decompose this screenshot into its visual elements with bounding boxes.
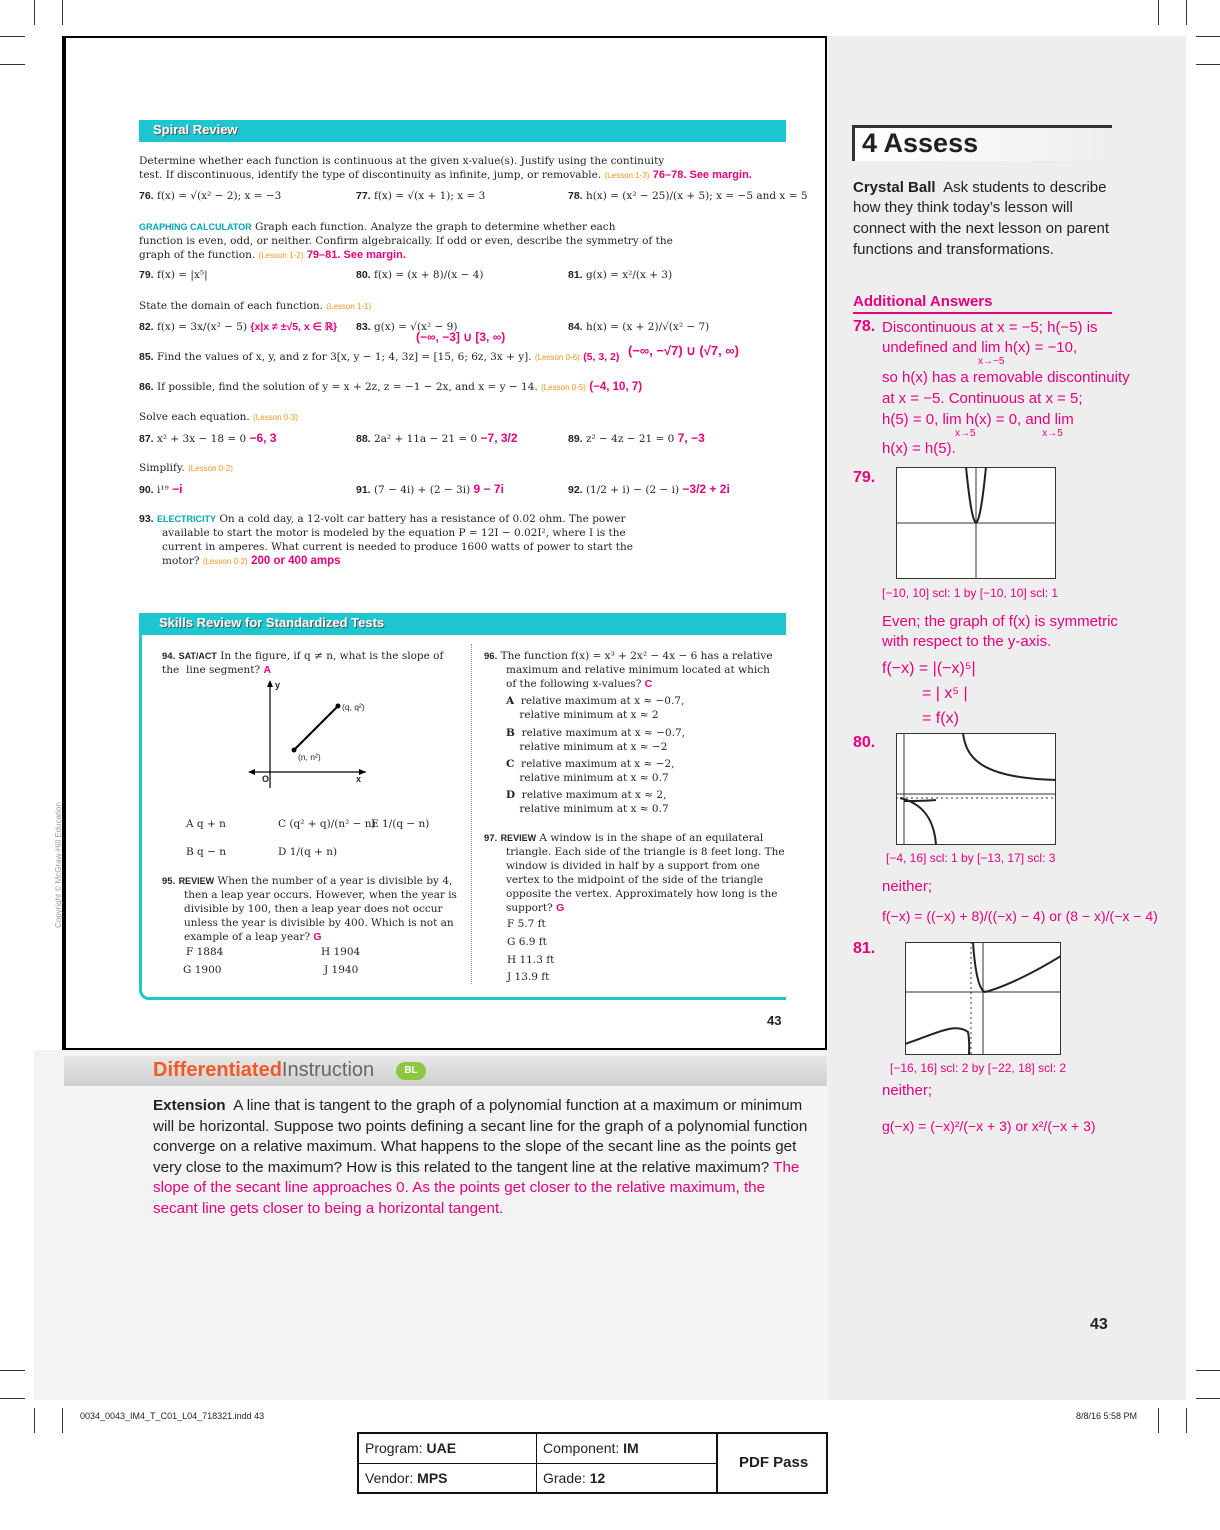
skills-border bbox=[139, 635, 786, 1000]
problem-97: 97. REVIEW A window is in the shape of an equilateral bbox=[484, 832, 764, 844]
problem-84: 84. h(x) = (x + 2)/√(x² − 7) bbox=[568, 321, 710, 333]
choice: A q + n bbox=[186, 818, 226, 830]
problem-95: 95. REVIEW When the number of a year is divisible by 4, bbox=[162, 875, 453, 887]
choice: F 5.7 ft bbox=[507, 918, 546, 930]
spiral-review-banner bbox=[139, 120, 786, 142]
problem-81: 81. g(x) = x²/(x + 3) bbox=[568, 269, 673, 281]
choice: C relative maximum at x ≈ −2, relative minimum at x ≈ 0.7 bbox=[506, 758, 675, 784]
answer-80-line: neither; bbox=[882, 878, 933, 895]
answer-79-number: 79. bbox=[853, 469, 876, 486]
figure-origin: O bbox=[262, 774, 270, 784]
choice: J 1940 bbox=[324, 964, 359, 976]
answer-78-line: h(5) = 0, lim h(x) = 0, and lim bbox=[882, 411, 1074, 428]
graph-79 bbox=[896, 467, 1056, 579]
problem-80: 80. f(x) = (x + 8)/(x − 4) bbox=[356, 269, 484, 281]
answer-79-line: with respect to the y-axis. bbox=[882, 633, 1052, 650]
pdf-pass-table bbox=[357, 1432, 828, 1494]
student-page bbox=[54, 36, 827, 1050]
crop-mark bbox=[0, 64, 25, 65]
right-page-number: 43 bbox=[1090, 1316, 1108, 1333]
gc-line: graph of the function. (Lesson 1-2) 79–81. See margin. bbox=[139, 249, 406, 261]
answer-78-line: so h(x) has a removable discontinuity bbox=[882, 369, 1130, 386]
component-cell: Component: IM bbox=[543, 1440, 639, 1456]
problem-82: 82. f(x) = 3x/(x² − 5) {x|x ≠ ±√5, x ∈ ℝ} bbox=[139, 321, 338, 333]
slug-file: 0034_0043_IM4_T_C01_L04_718321.indd 43 bbox=[80, 1411, 265, 1421]
choice: G 6.9 ft bbox=[507, 936, 547, 948]
solve-heading: Solve each equation. (Lesson 0-3) bbox=[139, 411, 299, 423]
column-divider bbox=[471, 644, 472, 984]
intro-line: test. If discontinuous, identify the type of discontinuity as infinite, jump, or removable. (Lesson 1-3) 76–78. See margin. bbox=[139, 169, 752, 181]
answer-78-sub: x→5 x→5 bbox=[955, 428, 1063, 439]
answer-81-number: 81. bbox=[853, 940, 876, 957]
problem-90: 90. i¹⁹ −i bbox=[139, 482, 183, 496]
problem-93-line: current in amperes. What current is needed to produce 1600 watts of power to start the bbox=[162, 541, 633, 553]
crop-mark bbox=[0, 36, 25, 37]
problem-79: 79. f(x) = |x⁵| bbox=[139, 269, 208, 281]
divider bbox=[853, 312, 1112, 314]
problem-95-line: divisible by 100, then a leap year does not occur bbox=[184, 903, 443, 915]
problem-95-line: unless the year is divisible by 400. Which is not an bbox=[184, 917, 454, 929]
answer-81-line: g(−x) = (−x)²/(−x + 3) or x²/(−x + 3) bbox=[882, 1118, 1096, 1134]
table-rule bbox=[536, 1434, 537, 1492]
grade-cell: Grade: 12 bbox=[543, 1470, 606, 1486]
crop-mark bbox=[34, 1408, 35, 1433]
problem-97-line: support? G bbox=[506, 902, 565, 914]
problem-88: 88. 2a² + 11a − 21 = 0 −7, 3/2 bbox=[356, 431, 518, 445]
choice: D 1/(q + n) bbox=[278, 846, 338, 858]
problem-76: 76. f(x) = √(x² − 2); x = −3 bbox=[139, 190, 282, 202]
crop-mark bbox=[1158, 1408, 1159, 1433]
answer-78-sub: x→−5 bbox=[978, 356, 1005, 367]
problem-97-line: window is divided in half by a support from one bbox=[506, 860, 760, 872]
problem-97-line: vertex to the midpoint of the side of the triangle bbox=[506, 874, 764, 886]
choice: D relative maximum at x ≈ 2, relative minimum at x ≈ 0.7 bbox=[506, 789, 669, 815]
answer-80-number: 80. bbox=[853, 734, 876, 751]
problem-89: 89. z² − 4z − 21 = 0 7, −3 bbox=[568, 431, 705, 445]
choice: A relative maximum at x ≈ −0.7, relative minimum at x ≈ 2 bbox=[506, 695, 685, 721]
problem-84-answer: (−∞, −√7) ∪ (√7, ∞) bbox=[628, 343, 739, 358]
answer-78-line: at x = −5. Continuous at x = 5; bbox=[882, 390, 1083, 407]
choice: G 1900 bbox=[183, 964, 222, 976]
figure-x-label: x bbox=[356, 774, 362, 784]
figure-point-n: (n, n²) bbox=[298, 752, 321, 762]
skills-review-banner bbox=[139, 613, 786, 635]
answer-80-line: f(−x) = ((−x) + 8)/((−x) − 4) or (8 − x)/(−x − 4) bbox=[882, 908, 1158, 924]
additional-answers-title: Additional Answers bbox=[853, 293, 993, 310]
crop-mark bbox=[1186, 1408, 1187, 1433]
problem-96-line: maximum and relative minimum located at which bbox=[506, 664, 770, 676]
spiral-review-title: Spiral Review bbox=[153, 122, 238, 137]
skills-review-title: Skills Review for Standardized Tests bbox=[159, 615, 385, 630]
crystal-line: connect with the next lesson on parent bbox=[853, 220, 1109, 237]
choice: H 11.3 ft bbox=[507, 954, 555, 966]
answer-79-line: = f(x) bbox=[922, 710, 959, 727]
answer-78-number: 78. bbox=[853, 318, 876, 335]
bl-badge: BL bbox=[396, 1062, 426, 1080]
problem-94-line: line segment? A bbox=[186, 664, 272, 676]
crystal-line: functions and transformations. bbox=[853, 241, 1054, 258]
choice: H 1904 bbox=[321, 946, 361, 958]
problem-96: 96. The function f(x) = x³ + 2x² − 4x − 6 has a relative bbox=[484, 650, 773, 662]
problem-93-line: available to start the motor is modeled by the equation P = 12I − 0.02I², where I is the bbox=[162, 527, 626, 539]
window-81: [−16, 16] scl: 2 by [−22, 18] scl: 2 bbox=[890, 1061, 1067, 1075]
answer-81-line: neither; bbox=[882, 1082, 933, 1099]
assess-heading: 4 Assess bbox=[862, 128, 979, 158]
choice: F 1884 bbox=[186, 946, 224, 958]
table-rule bbox=[716, 1434, 718, 1492]
figure-point-q: (q, q²) bbox=[342, 702, 365, 712]
choice: B q − n bbox=[186, 846, 227, 858]
problem-86: 86. If possible, find the solution of y = x + 2z, z = −1 − 2x, and x = y − 14. (Lesson 0-5) (−4, 10, 7) bbox=[139, 381, 643, 393]
crystal-ball: Crystal Ball Ask students to describe bbox=[853, 179, 1107, 196]
problem-83: 83. g(x) = √(x² − 9) bbox=[356, 321, 458, 333]
crop-mark bbox=[1196, 64, 1220, 65]
domain-heading: State the domain of each function. (Lesson 1-1) bbox=[139, 300, 372, 312]
crop-mark bbox=[1196, 36, 1220, 37]
answer-79-line: Even; the graph of f(x) is symmetric bbox=[882, 613, 1118, 630]
extension-text: Extension A line that is tangent to the graph of a polynomial function at a maximum or minimum will be horizontal. Suppose two points defining a secant line for the graph of a polynomial function converge on a relative maximum. What happens to the slope of the secant line as the points get very close to the maximum? How is this related to the tangent line at the relative maximum? The slope of the secant line approaches 0. As the points get closer to the relative maximum, the secant line gets closer to being a horizontal tangent. bbox=[153, 1097, 808, 1217]
problem-92: 92. (1/2 + i) − (2 − i) −3/2 + 2i bbox=[568, 482, 730, 496]
problem-85: 85. Find the values of x, y, and z for 3[x, y − 1; 4, 3z] = [15, 6; 6z, 3x + y]. (Lesson 0-6) (5, 3, 2) bbox=[139, 351, 620, 363]
di-title: DifferentiatedInstruction bbox=[153, 1059, 375, 1081]
answer-78-line: Discontinuous at x = −5; h(−5) is bbox=[882, 319, 1098, 336]
problem-96-line: of the following x-values? C bbox=[506, 678, 653, 690]
copyright: Copyright © McGraw-Hill Education bbox=[54, 802, 63, 928]
crop-mark bbox=[1196, 1398, 1220, 1399]
table-rule bbox=[359, 1463, 717, 1464]
program-cell: Program: UAE bbox=[365, 1440, 457, 1456]
vendor-cell: Vendor: MPS bbox=[365, 1470, 448, 1486]
answer-78-line: h(x) = h(5). bbox=[882, 440, 956, 457]
answer-78-line: undefined and lim h(x) = −10, bbox=[882, 339, 1078, 356]
problem-97-line: triangle. Each side of the triangle is 8 feet long. The bbox=[506, 846, 785, 858]
choice: E 1/(q − n) bbox=[371, 818, 430, 830]
graph-80 bbox=[896, 733, 1056, 845]
answer-79-line: f(−x) = |(−x)⁵| bbox=[882, 660, 976, 677]
problem-93-line: motor? (Lesson 0-2) 200 or 400 amps bbox=[162, 555, 341, 567]
problem-97-line: opposite the vertex. Approximately how long is the bbox=[506, 888, 778, 900]
page-number: 43 bbox=[767, 1013, 782, 1028]
crop-mark bbox=[62, 1408, 63, 1433]
crop-mark bbox=[0, 1398, 25, 1399]
crop-mark bbox=[1186, 0, 1187, 25]
window-79: [−10, 10] scl: 1 by [−10, 10] scl: 1 bbox=[882, 586, 1059, 600]
problem-91: 91. (7 − 4i) + (2 − 3i) 9 − 7i bbox=[356, 482, 504, 496]
choice: B relative maximum at x ≈ −0.7, relative minimum at x ≈ −2 bbox=[506, 727, 686, 753]
choice: C (q² + q)/(n² − n) bbox=[278, 818, 376, 830]
choice: J 13.9 ft bbox=[507, 971, 550, 983]
crop-mark bbox=[62, 0, 63, 25]
simplify-heading: Simplify. (Lesson 0-2) bbox=[139, 462, 233, 474]
problem-87: 87. x² + 3x − 18 = 0 −6, 3 bbox=[139, 431, 277, 445]
crystal-line: how they think today’s lesson will bbox=[853, 199, 1073, 216]
problem-78: 78. h(x) = (x² − 25)/(x + 5); x = −5 and x = 5 bbox=[568, 190, 808, 202]
intro-line: Determine whether each function is continuous at the given x-value(s). Justify using the continuity bbox=[139, 155, 665, 167]
problem-95-line: then a leap year occurs. However, when the year is bbox=[184, 889, 457, 901]
graph-81 bbox=[905, 942, 1061, 1055]
problem-83-answer: (−∞, −3] ∪ [3, ∞) bbox=[416, 330, 506, 344]
slug-date: 8/8/16 5:58 PM bbox=[1076, 1411, 1138, 1421]
crop-mark bbox=[0, 1370, 25, 1371]
figure-y-label: y bbox=[275, 680, 281, 690]
crop-mark bbox=[1196, 1370, 1220, 1371]
crop-mark bbox=[34, 0, 35, 25]
problem-94: 94. SAT/ACT In the figure, if q ≠ n, what is the slope of the bbox=[162, 650, 444, 676]
problem-95-line: example of a leap year? G bbox=[184, 931, 322, 943]
problem-93: 93. ELECTRICITY On a cold day, a 12-volt car battery has a resistance of 0.02 ohm. The power bbox=[139, 513, 626, 525]
crop-mark bbox=[1158, 0, 1159, 25]
window-80: [−4, 16] scl: 1 by [−13, 17] scl: 3 bbox=[886, 851, 1056, 865]
pdf-pass-label: PDF Pass bbox=[739, 1454, 809, 1471]
answer-79-line: = | x⁵ | bbox=[922, 685, 968, 702]
problem-77: 77. f(x) = √(x + 1); x = 3 bbox=[356, 190, 486, 202]
gc-line: GRAPHING CALCULATOR Graph each function. Analyze the graph to determine whether each bbox=[139, 221, 616, 233]
gc-line: function is even, odd, or neither. Confirm algebraically. If odd or even, describe the symmetry of the bbox=[139, 235, 673, 247]
